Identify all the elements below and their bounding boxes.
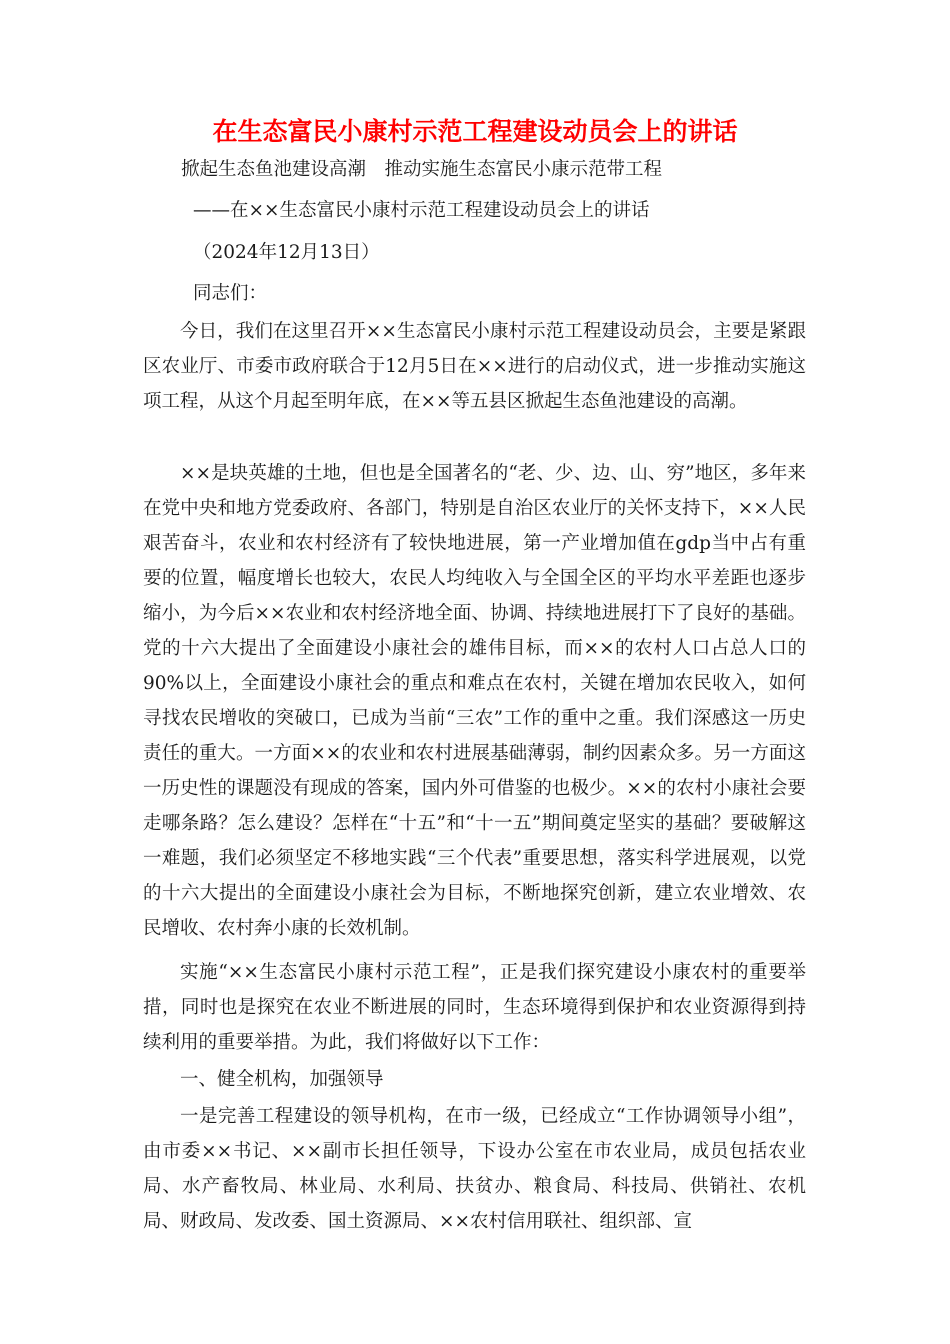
speech-date: （2024年12月13日） xyxy=(193,242,380,263)
paragraph-opening: 今日，我们在这里召开××生态富民小康村示范工程建设动员会，主要是紧跟区农业厅、市委市政府联合于12月5日在××进行的启动仪式，进一步推动实施这项工程，从这个月起至明年底，在××等五县区掀起生态鱼池建设的高潮。 xyxy=(143,321,806,412)
salutation: 同志们： xyxy=(193,283,268,304)
document-subheading: ——在××生态富民小康村示范工程建设动员会上的讲话 xyxy=(193,200,650,221)
document-subtitle: 掀起生态鱼池建设高潮 推动实施生态富民小康示范带工程 xyxy=(181,159,663,180)
section-heading-1: 一、健全机构，加强领导 xyxy=(180,1069,384,1090)
paragraph-organization: 一是完善工程建设的领导机构，在市一级，已经成立“工作协调领导小组”，由市委××书记、××副市长担任领导，下设办公室在市农业局，成员包括农业局、水产畜牧局、林业局、水利局、扶贫办、粮食局、科技局、供销社、农机局、财政局、发改委、国土资源局、××农村信用联社、组织部、宣 xyxy=(143,1106,806,1232)
document-title: 在生态富民小康村示范工程建设动员会上的讲话 xyxy=(212,117,738,146)
paragraph-measures: 实施“××生态富民小康村示范工程”，正是我们探究建设小康农村的重要举措，同时也是探究在农业不断进展的同时，生态环境得到保护和农业资源得到持续利用的重要举措。为此，我们将做好以下工作： xyxy=(143,962,806,1053)
paragraph-background: ××是块英雄的土地，但也是全国著名的“老、少、边、山、穷”地区，多年来在党中央和地方党委政府、各部门，特别是自治区农业厅的关怀支持下，××人民艰苦奋斗，农业和农村经济有了较快地进展，第一产业增加值在gdp当中占有重要的位置，幅度增长也较大，农民人均纯收入与全国全区的平均水平差距也逐步缩小，为今后××农业和农村经济地全面、协调、持续地进展打下了良好的基础。党的十六大提出了全面建设小康社会的雄伟目标，而××的农村人口占总人口的90%以上，全面建设小康社会的重点和难点在农村，关键在增加农民收入，如何寻找农民增收的突破口，已成为当前“三农”工作的重中之重。我们深感这一历史责任的重大。一方面××的农业和农村进展基础薄弱，制约因素众多。另一方面这一历史性的课题没有现成的答案，国内外可借鉴的也极少。××的农村小康社会要走哪条路？怎么建设？怎样在“十五”和“十一五”期间奠定坚实的基础？要破解这一难题，我们必须坚定不移地实践“三个代表”重要思想，落实科学进展观，以党的十六大提出的全面建设小康社会为目标，不断地探究创新，建立农业增效、农民增收、农村奔小康的长效机制。 xyxy=(143,463,806,939)
